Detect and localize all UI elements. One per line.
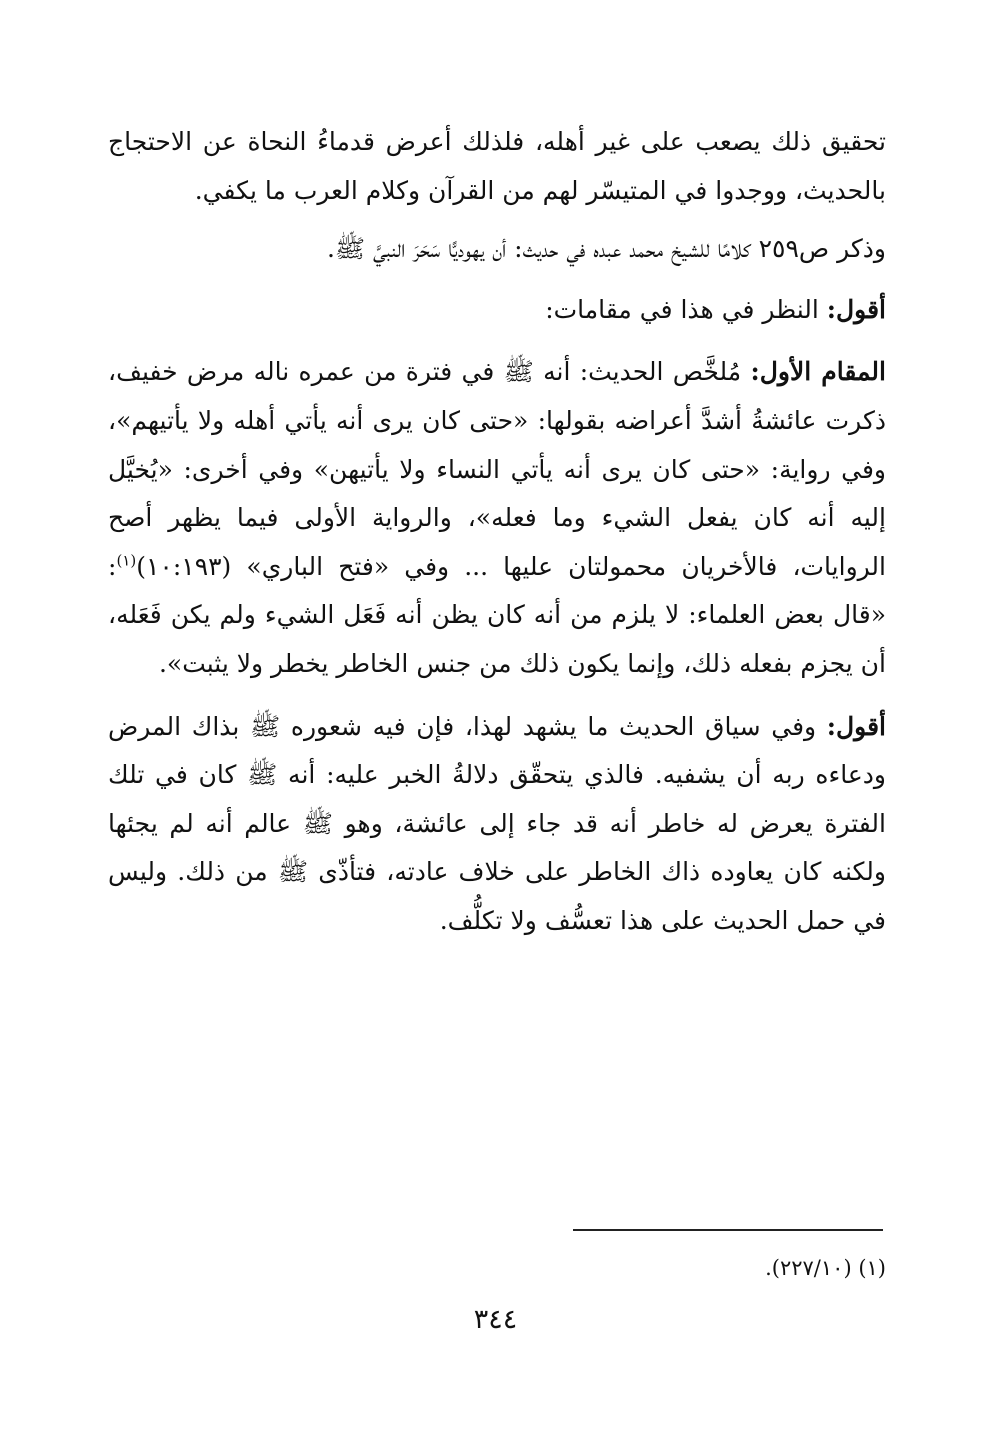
- main-text: [108, 118, 886, 946]
- footnote-1-text: (٢٢٧/١٠).: [765, 1256, 859, 1280]
- paragraph-4-lead: المقام الأول:: [750, 357, 886, 387]
- paragraph-3-text: النظر في هذا في مقامات:: [545, 294, 827, 324]
- footnote-1-marker: (١): [858, 1256, 886, 1280]
- paragraph-5-text: وفي سياق الحديث ما يشهد لهذا، فإن فيه شعوره ﷺ بذاك المرض ودعاءه ربه أن يشفيه. فالذي يتحقّق دلالةُ الخبر عليه: أنه ﷺ كان في تلك الفترة يعرض له خاطر أنه قد جاء إلى عائشة، وهو ﷺ عالم أنه لم يجئها ولكنه كان يعاوده ذاك الخاطر على خلاف عادته، فتأذّى ﷺ من ذلك. وليس في حمل الحديث على هذا تعسُّف ولا تكلُّف.: [108, 711, 886, 935]
- paragraph-5-lead: أقول:: [826, 711, 886, 741]
- footnote-1: [765, 1253, 886, 1283]
- footnote-reference: (١): [116, 551, 137, 570]
- paragraph-4: [108, 348, 886, 688]
- paragraph-4-text-after-ref: : «قال بعض العلماء: لا يلزم من أنه كان يظن أنه فَعَل الشيء ولم يكن فَعَله، أن يجزم بفعله ذلك، وإنما يكون ذلك من جنس الخاطر يخطر ولا يثبت».: [108, 551, 886, 678]
- paragraph-3: [108, 286, 886, 335]
- paragraph-5: [108, 703, 886, 946]
- paragraph-3-lead: أقول:: [826, 294, 886, 324]
- paragraph-1: [108, 118, 886, 215]
- paragraph-2-text: وذكر ص٢٥٩ كلامًا للشيخ محمد عبده في حديث: أن يهوديًّا سَحَرَ النبيَّ ﷺ.: [326, 234, 886, 264]
- paragraph-1-text: تحقيق ذلك يصعب على غير أهله، فلذلك أعرض قدماءُ النحاة عن الاحتجاج بالحديث، ووجدوا في المتيسّر لهم من القرآن وكلام العرب ما يكفي.: [108, 127, 886, 205]
- footnote-divider: [573, 1229, 883, 1231]
- page-number: ٣٤٤: [473, 1304, 518, 1335]
- paragraph-4-text-before-ref: مُلخَّص الحديث: أنه ﷺ في فترة من عمره ناله مرض خفيف، ذكرت عائشةُ أشدَّ أعراضه بقولها: «حتى كان يرى أنه يأتي أهله ولا يأتيهم»، وفي رواية: «حتى كان يرى أنه يأتي النساء ولا يأتيهن» وفي أخرى: «يُخيَّل إليه أنه كان يفعل الشيء وما فعله»، والرواية الأولى فيما يظهر أصح الروايات، فالأخريان محمولتان عليها ... وفي «فتح الباري» (١٠:١٩٣): [108, 357, 886, 581]
- paragraph-2: [108, 225, 886, 274]
